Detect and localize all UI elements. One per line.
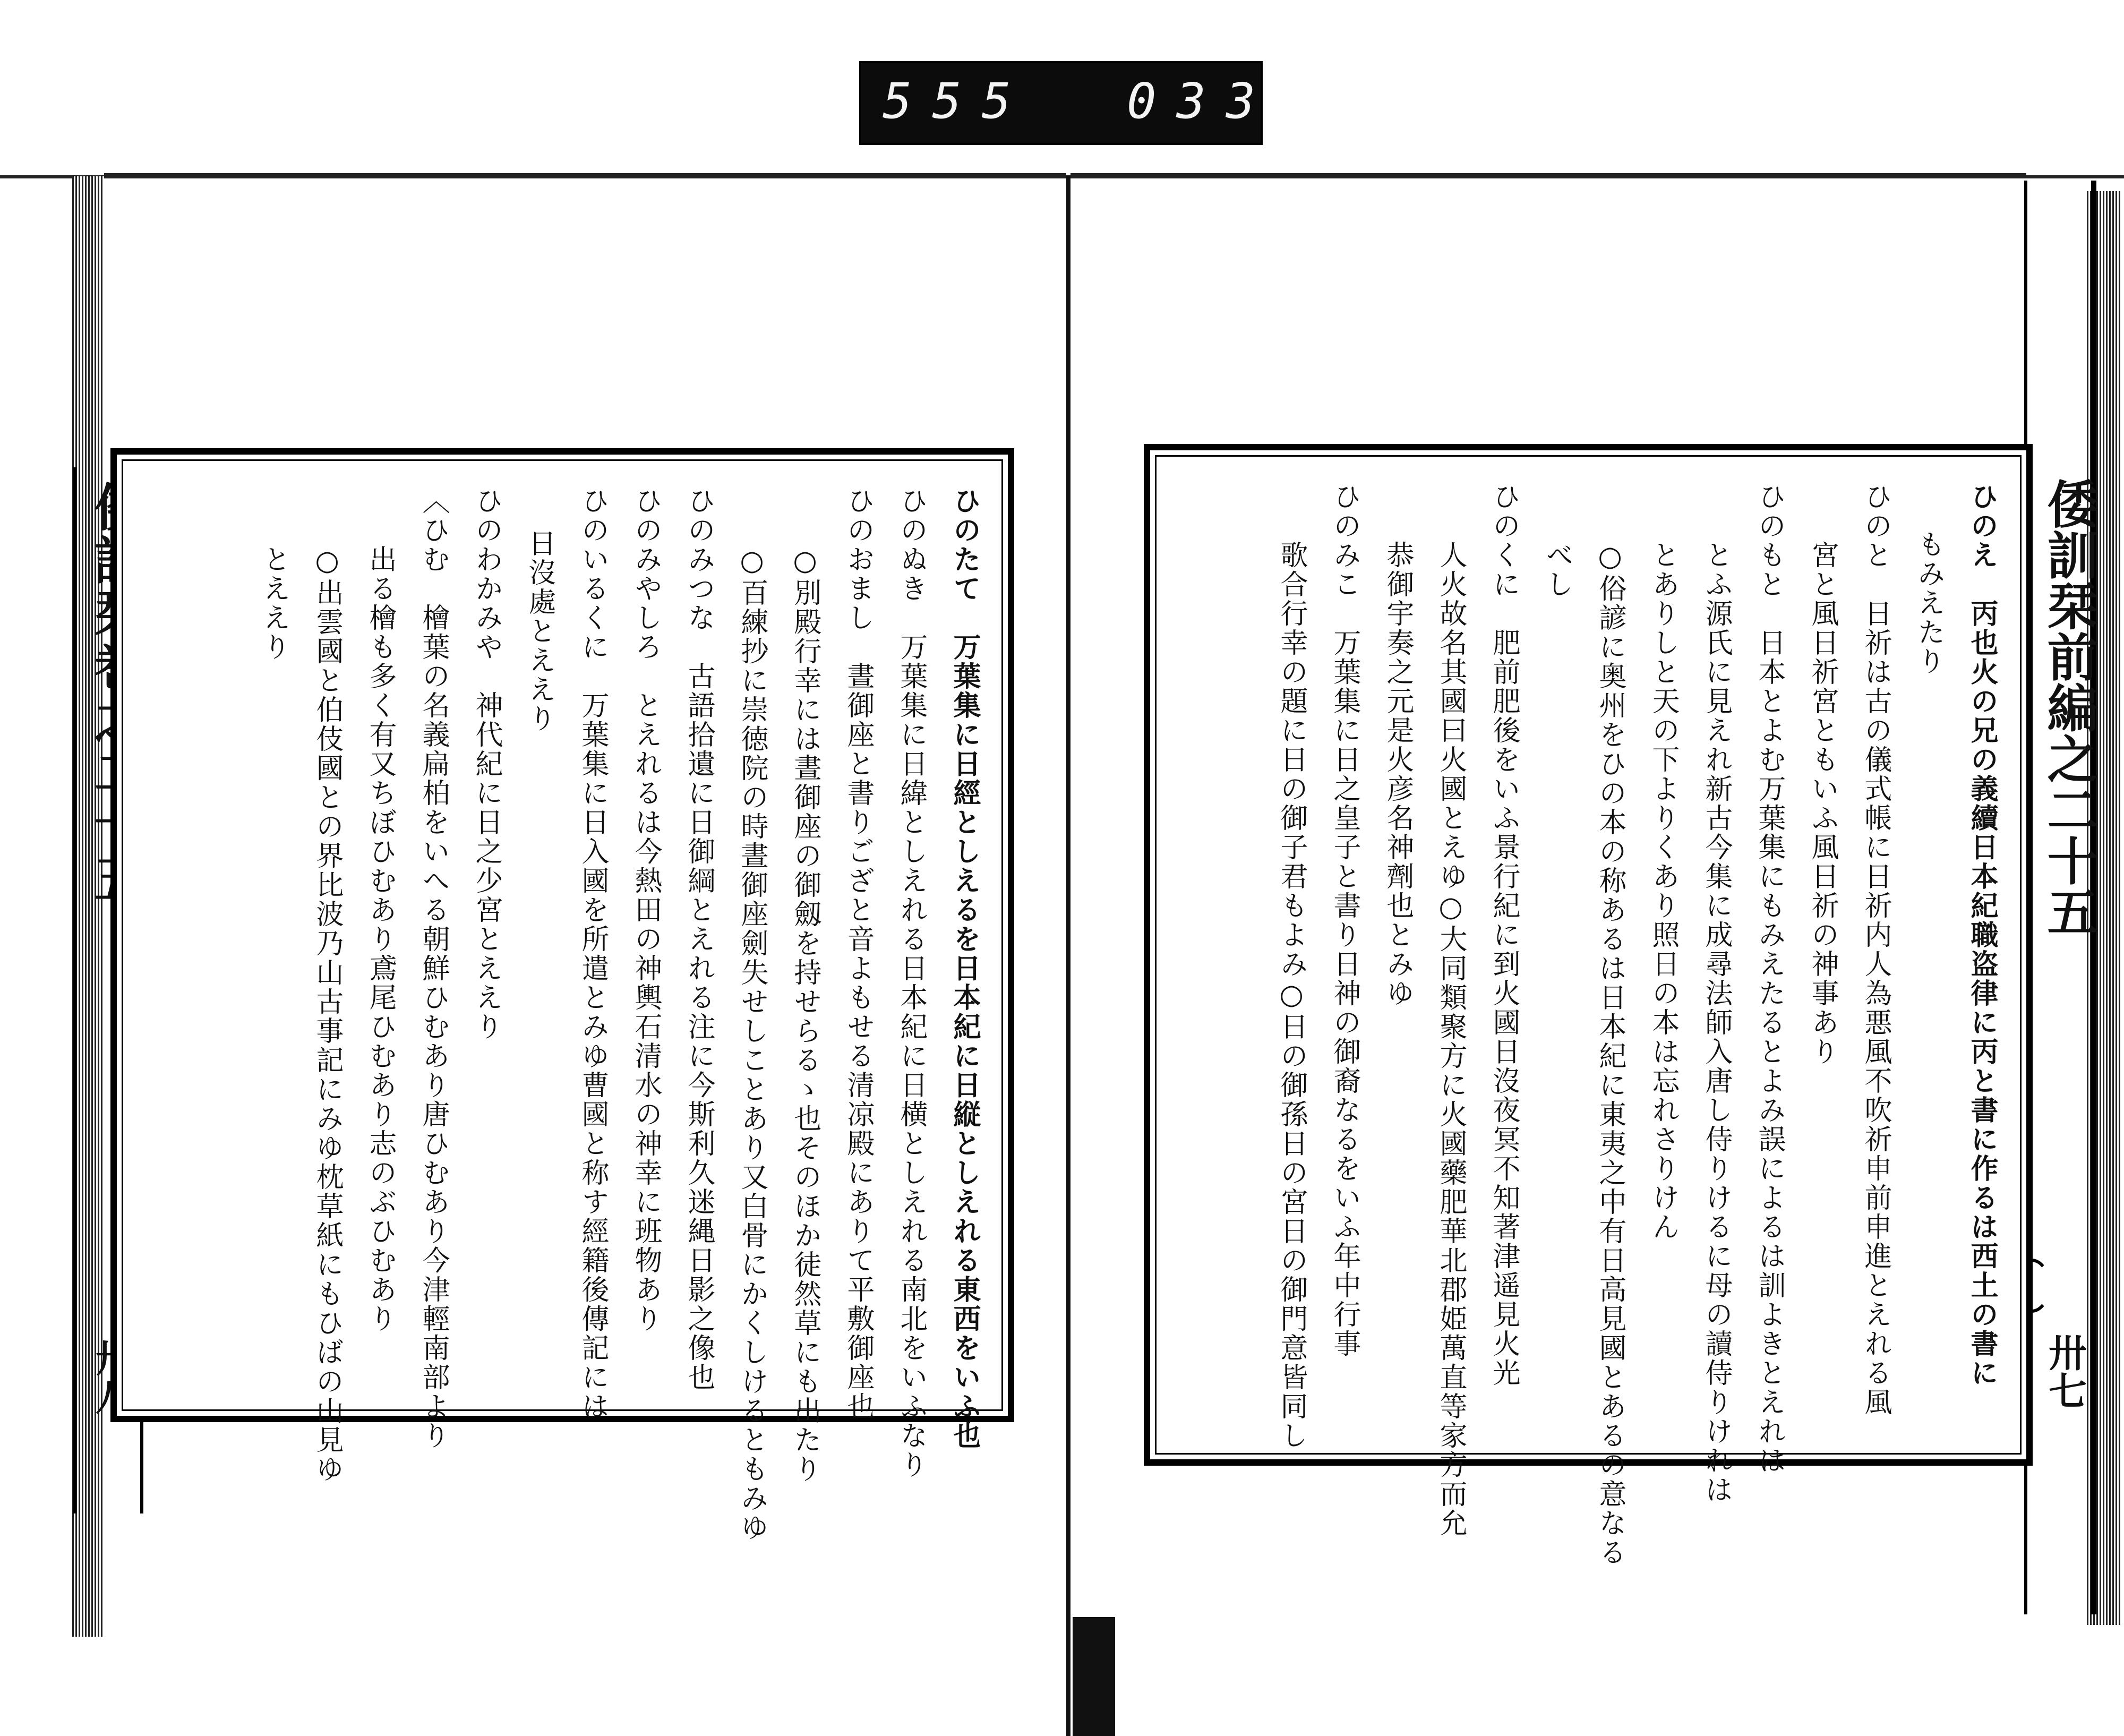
reel-number-right: 033: [1127, 73, 1276, 130]
right-book-title: [2033, 478, 2105, 937]
right-col-5: ひのもと 日本とよむ万葉集にもみえたるとよみ誤によるは訓よきとえれは: [1753, 482, 1785, 1475]
right-col-8: ○俗諺に奥州をひの本の称あるは日本紀に東夷之中有日高見國とあるの意なる: [1594, 541, 1626, 1567]
right-page-text-frame: [1144, 444, 2033, 1567]
right-title-text: 倭訓栞: [2039, 478, 2099, 631]
left-col-8: ひのいるくに 万葉集に日入國を所遣とみゆ曹國と称す經籍後傳記には: [577, 486, 609, 1421]
right-col-3: ひのと 日祈は古の儀式帳に日祈内人為悪風不吹祈申前申進とえれる風: [1860, 482, 1891, 1417]
gutter-shadow: [1073, 1617, 1115, 1736]
right-col-10: ひのくに 肥前肥後をいふ景行紀に到火國日沒夜冥不知著津遥見火光: [1488, 482, 1520, 1388]
left-col-14: とええり: [258, 545, 290, 662]
left-col-4: ○別殿行幸には晝御座の御劔を持せらるゝ也そのほか徒然草にも出たり: [789, 545, 821, 1484]
right-col-11: 人火故名其國曰火國とえゆ○大同類聚方に火國藥肥華北郡姫萬直等家方而允: [1435, 541, 1467, 1538]
left-col-6: ひのみつな 古語拾遺に日御綱とえれる注に今斯利久迷縄日影之像也: [683, 486, 715, 1392]
right-col-9: べし: [1541, 541, 1573, 599]
left-col-7: ひのみやしろ とえれるは今熱田の神輿石清水の神幸に班物あり: [630, 486, 662, 1333]
left-col-12: 出る檜も多く有又ちぼひむあり鳶尾ひむあり志のぶひむあり: [364, 545, 396, 1333]
left-col-11: 〈ひむ 檜葉の名義扁柏をいへる朝鮮ひむあり唐ひむあり今津輕南部より: [417, 486, 449, 1450]
left-col-9: 日沒處とええり: [524, 529, 555, 733]
left-col-5: ○百練抄に崇徳院の時晝御座劍失せしことあり又白骨にかくしけるともみゆ: [736, 545, 768, 1542]
right-col-2: もみえたり: [1913, 530, 1945, 676]
right-folio: 卅七: [2042, 1333, 2087, 1409]
reel-number-left: 555: [883, 73, 1032, 130]
left-page-text-frame: [110, 448, 1014, 1542]
right-volume-text: 前編之二十五: [2039, 631, 2099, 937]
left-col-1: ひのたて 万葉集に日經としえるを日本紀に日縦としえれる東西をいふ也: [948, 486, 981, 1450]
left-col-13: ○出雲國と伯伎國との界比波乃山古事記にみゆ枕草紙にもひばの山見ゆ: [311, 545, 343, 1484]
left-col-2: ひのぬき 万葉集に日緯としえれる日本紀に日横としえれる南北をいふなり: [895, 486, 927, 1480]
page-top-border-left: [104, 173, 1066, 178]
right-col-13: ひのみこ 万葉集に日之皇子と書り日神の御裔なるをいふ年中行事: [1329, 482, 1360, 1358]
right-col-4: 宮と風日祈宮ともいふ風日祈の神事あり: [1806, 541, 1838, 1066]
left-col-3: ひのおまし 晝御座と書りござと音よもせる清凉殿にありて平敷御座也: [842, 486, 874, 1421]
book-gutter: [1066, 176, 1070, 1736]
page-top-border-right: [1070, 173, 2026, 178]
right-col-12: 恭御宇奏之元是火彦名神劑也とみゆ: [1382, 541, 1414, 1008]
reel-number-label: [859, 61, 1276, 145]
right-col-6: とふ源氏に見えれ新古今集に成尋法師入唐し侍りけるに母の讀侍りけれは: [1700, 541, 1732, 1504]
right-col-14: 歌合行幸の題に日の御子君もよみ○日の御孫日の宮日の御門意皆同し: [1275, 541, 1307, 1450]
right-col-7: とありしと天の下よりくあり照日の本は忘れさりけん: [1647, 541, 1679, 1242]
left-col-10: ひのわかみや 神代紀に日之少宮とええり: [470, 486, 502, 1041]
right-col-1: ひのえ 丙也火の兄の義續日本紀職盗律に丙と書に作るは西土の書に: [1966, 482, 1998, 1388]
